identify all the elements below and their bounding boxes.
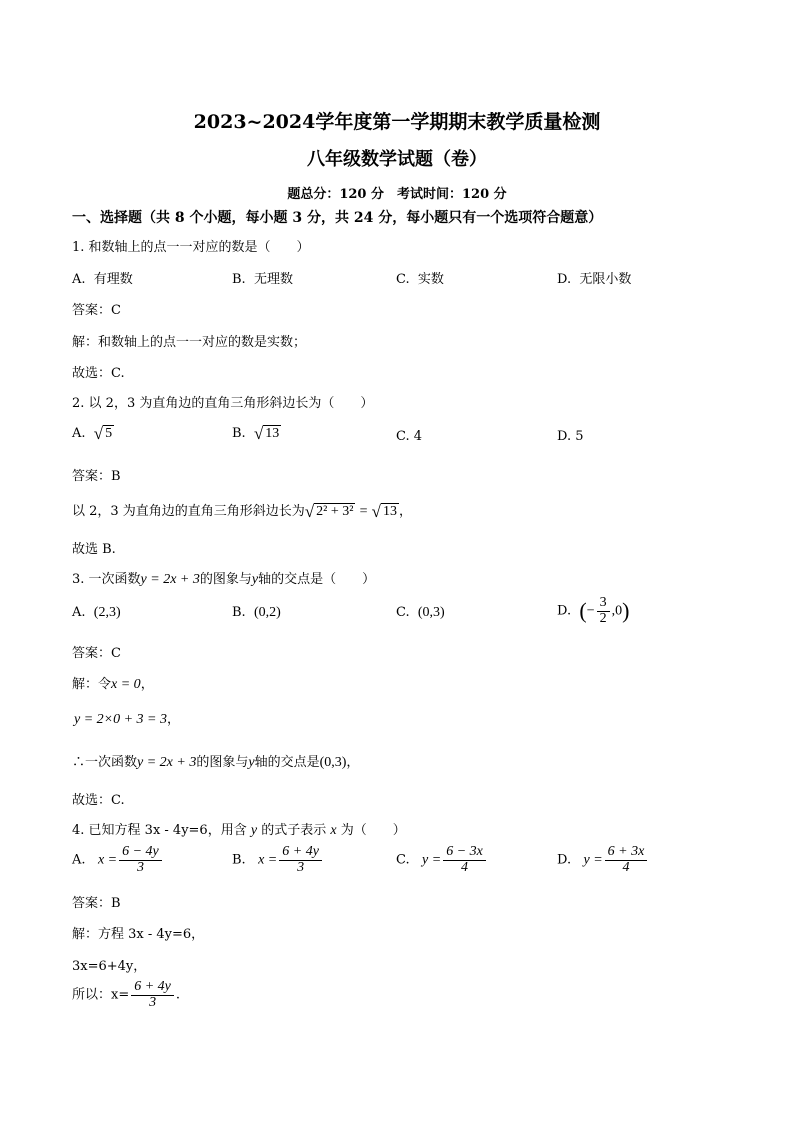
variable: y [248,755,255,770]
denominator: 3 [136,859,144,875]
numerator: 6 + 3x [605,845,648,861]
option-letter: D. [557,272,572,287]
q3-answer: 答案：C [72,646,121,661]
q4-solution-line3 [72,980,180,1010]
numerator: 6 + 4y [131,980,174,996]
q1-option-c [396,268,444,287]
minus-sign: − [586,603,595,619]
equation-lhs: y = [583,852,603,868]
q2-option-d: D. 5 [557,429,584,444]
punctuation: ， [346,755,360,770]
option-point: (0,2) [253,605,281,620]
function-expression: y = 2x + 3 [140,572,200,587]
q2-answer: 答案：B [72,469,121,484]
option-letter: A. [72,426,86,441]
option-letter: C. [396,272,410,287]
option-point: (0,3) [417,605,445,620]
fraction [597,596,610,626]
equation: x = 0 [111,677,141,692]
punctuation: ， [398,504,412,519]
stem-text: 的式子表示 [261,823,327,838]
stem-text: 的图象与 [199,572,252,587]
option-letter: A. [72,852,86,868]
denominator: 2 [599,610,607,626]
sqrt-expression: √ 13 [371,502,397,521]
q4-answer: 答案：B [72,896,121,911]
numerator: 6 − 3x [443,845,486,861]
exam-title: 2023~2024学年度第一学期期末教学质量检测 [193,111,601,133]
option-text: 无限小数 [579,272,632,287]
equation-lhs: y = [422,852,442,868]
punctuation: . [175,987,181,1003]
q1-conclusion: 故选：C. [72,366,125,381]
radicand: 13 [382,504,397,519]
q3-option-c [396,605,445,621]
stem-text: 为（ ） [340,823,406,838]
q3-conclusion: 故选：C. [72,793,125,808]
radicand: 5 [105,426,113,441]
q3-solution-line3 [72,751,359,771]
denominator: 3 [149,994,157,1010]
q1-option-d [557,268,631,287]
q1-answer: 答案：C [72,303,121,318]
stem-text: 3. 一次函数 [72,572,141,587]
section-heading: 一、选择题（共 8 个小题，每小题 3 分，共 24 分，每小题只有一个选项符合题意） [72,210,603,226]
q4-option-a [72,845,164,875]
fraction [605,845,648,875]
numerator: 6 + 4y [279,845,322,861]
equation-lhs: x = [97,852,118,868]
variable: y [250,823,258,838]
q4-option-c [396,845,488,875]
q3-solution-line2 [74,708,180,728]
q2-stem: 2. 以 2，3 为直角边的直角三角形斜边长为（ ） [72,396,374,411]
solution-text: 所以：x= [72,987,130,1003]
q2-option-a [72,425,114,442]
option-letter: B. [232,272,246,287]
q2-option-c: C. 4 [396,429,423,444]
variable: y [251,572,259,587]
option-letter: A. [72,272,86,287]
exam-info: 题总分：120 分 考试时间：120 分 [287,187,507,202]
intersection-point: (0,3) [319,755,347,770]
stem-text: 轴的交点是（ ） [258,572,376,587]
radicand: 2² + 3² [316,504,354,519]
solution-text: 以 2，3 为直角边的直角三角形斜边长为 [72,504,305,519]
option-text: 无理数 [253,272,293,287]
option-text: 有理数 [93,272,133,287]
q2-option-b [232,425,281,442]
sqrt-expression: √ 2² + 3² [304,502,354,521]
q4-solution-line1: 解：方程 3x - 4y=6， [72,927,205,942]
solution-text: ∴一次函数 [72,755,138,770]
option-letter: C. [396,605,410,620]
variable: x [330,823,337,838]
equation-lhs: x = [258,852,278,868]
fraction [443,845,486,875]
numerator: 6 − 4y [119,845,162,861]
q4-solution-line2: 3x=6+4y， [72,959,147,974]
denominator: 4 [461,859,469,875]
q3-stem [72,568,375,588]
equation: y = 2×0 + 3 = 3 [74,712,168,727]
option-text: 实数 [417,272,444,287]
solution-text: 的图象与 [196,755,249,770]
numerator: 3 [597,596,610,612]
stem-text: 4. 已知方程 3x - 4y=6，用含 [72,823,247,838]
q4-option-d [557,845,649,875]
fraction [131,980,174,1010]
q1-stem: 1. 和数轴上的点一一对应的数是（ ） [72,240,310,255]
option-letter: A. [72,605,86,620]
q1-option-a [72,268,133,287]
q4-stem [72,819,406,839]
option-letter: D. [557,852,572,868]
option-point: (2,3) [93,605,121,620]
exam-subtitle: 八年级数学试题（卷） [307,149,487,170]
q3-option-b [232,605,281,621]
denominator: 4 [622,859,630,875]
fraction [119,845,162,875]
q4-option-b [232,845,324,875]
option-letter: C. [396,852,410,868]
option-letter: B. [232,605,246,620]
q3-solution-line1 [72,673,154,693]
option-letter: D. [557,603,572,619]
solution-text: 轴的交点是 [254,755,320,770]
q3-option-d: D. (− $\frac{3}{2}$ ,0) [557,595,630,626]
equals-sign: = [359,504,368,519]
solution-text: 解：令 [72,677,112,692]
q1-option-b [232,268,293,287]
radicand: 13 [265,426,280,441]
fraction [279,845,322,875]
q2-solution [72,500,412,520]
punctuation: ， [140,677,154,692]
denominator: 3 [297,859,305,875]
sqrt-expression: √ 5 [93,424,113,443]
q1-solution: 解：和数轴上的点一一对应的数是实数； [72,335,307,350]
q3-option-a [72,605,121,621]
point-tail: ,0 [611,603,623,619]
function-expression: y = 2x + 3 [137,755,197,770]
option-letter: B. [232,852,246,868]
sqrt-expression: √ 13 [253,424,280,443]
q2-conclusion: 故选 B. [72,542,116,557]
option-letter: B. [232,426,246,441]
punctuation: ， [167,712,181,727]
